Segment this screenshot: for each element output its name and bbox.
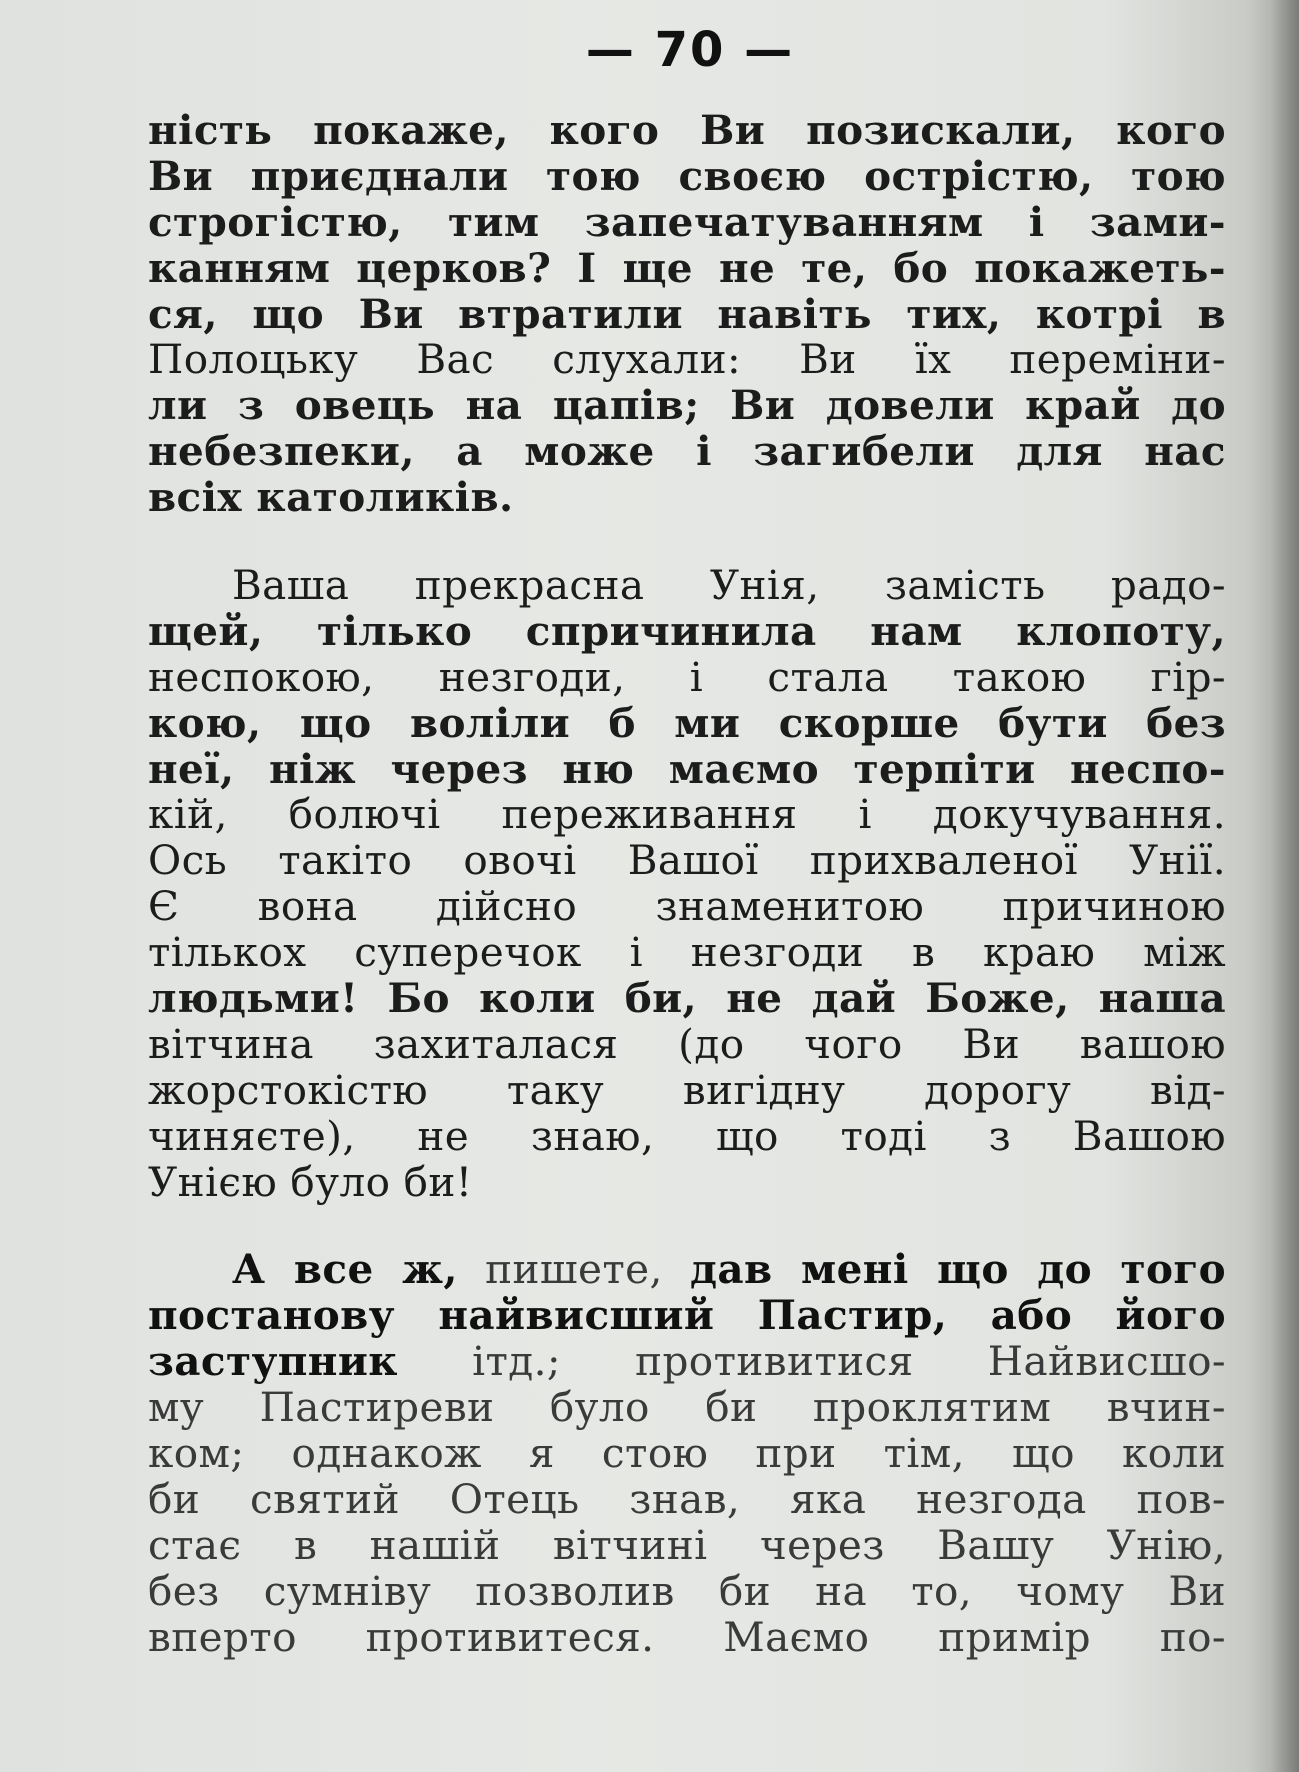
text-line: Полоцьку Вас слухали: Ви їх переміни- [148,335,1226,384]
text-line: стає в нашій вітчині через Вашу Унію, [148,1520,1226,1569]
text-line: канням церков? І ще не те, бо покажеть- [148,243,1226,292]
text-line: чиняєте), не знаю, що тоді з Вашою [148,1111,1226,1160]
plain-text: пишете, [457,1245,691,1294]
text-line: вперто противитеся. Маємо примір по- [148,1612,1226,1661]
text-line: Унією було би! [148,1157,473,1206]
text-line: би святий Отець знав, яка незгода пов- [148,1474,1226,1523]
text-line: без сумніву позволив би на то, чому Ви [148,1566,1226,1615]
paragraph-gap [148,1205,1226,1247]
text-line: ність покаже, кого Ви позискали, кого [148,106,1226,154]
text-line: Ваша прекрасна Унія, замість радо- [232,561,1226,610]
text-line: кій, болючі переживання і докучування. [148,790,1226,839]
text-line: жорстокістю таку вигідну дорогу від- [148,1065,1226,1114]
text-line: ли з овець на цапів; Ви довели край до [148,381,1226,430]
emphasis-text: А все ж, [232,1245,458,1294]
text-line: Ось такіто овочі Вашої прихваленої Унії. [148,836,1226,885]
text-line: людьми! Бо коли би, не дай Боже, наша [148,974,1226,1023]
text-line: неї, ніж через ню маємо терпіти неспо- [148,744,1226,793]
page-number: — 70 — [585,22,795,78]
text-line: всіх католиків. [148,473,514,522]
text-line: Ви приєднали тою своєю острістю, тою [148,151,1226,200]
text-line: постанову найвисший Пастир, або його [148,1291,1226,1340]
text-line [148,1339,1226,1385]
text-line: строгістю, тим запечатуванням і зами- [148,197,1226,246]
text-line: му Пастиреви було би проклятим вчин- [148,1383,1226,1432]
text-line: ся, що Ви втратили навіть тих, котрі в [148,289,1226,338]
text-line: ком; однакож я стою при тім, що коли [148,1429,1226,1478]
paragraph-gap [148,521,1226,563]
paragraph-2 [148,563,1226,1205]
text-line: щей, тілько спричинила нам клопоту, [148,606,1226,655]
paragraph-3 [148,1247,1226,1660]
text-line: небезпеки, а може і загибели для нас [148,427,1226,476]
text-line: Є вона дійсно знаменитою причиною [148,882,1226,931]
text-line: кою, що воліли б ми скорше бути без [148,698,1226,747]
text-line [148,1247,1226,1293]
emphasis-text: заступник [148,1337,398,1386]
plain-text: ітд.; противитися Найвисшо- [397,1337,1226,1386]
text-line: неспокою, незгоди, і стала такою гір- [148,652,1226,701]
emphasis-text: дав мені що до того [690,1245,1226,1294]
text-block [148,108,1226,1661]
page-spine-shadow [1271,0,1299,1772]
text-line: вітчина захиталася (до чого Ви вашою [148,1019,1226,1068]
paragraph-1 [148,108,1226,521]
text-line: тількох суперечок і незгоди в краю між [148,928,1226,977]
